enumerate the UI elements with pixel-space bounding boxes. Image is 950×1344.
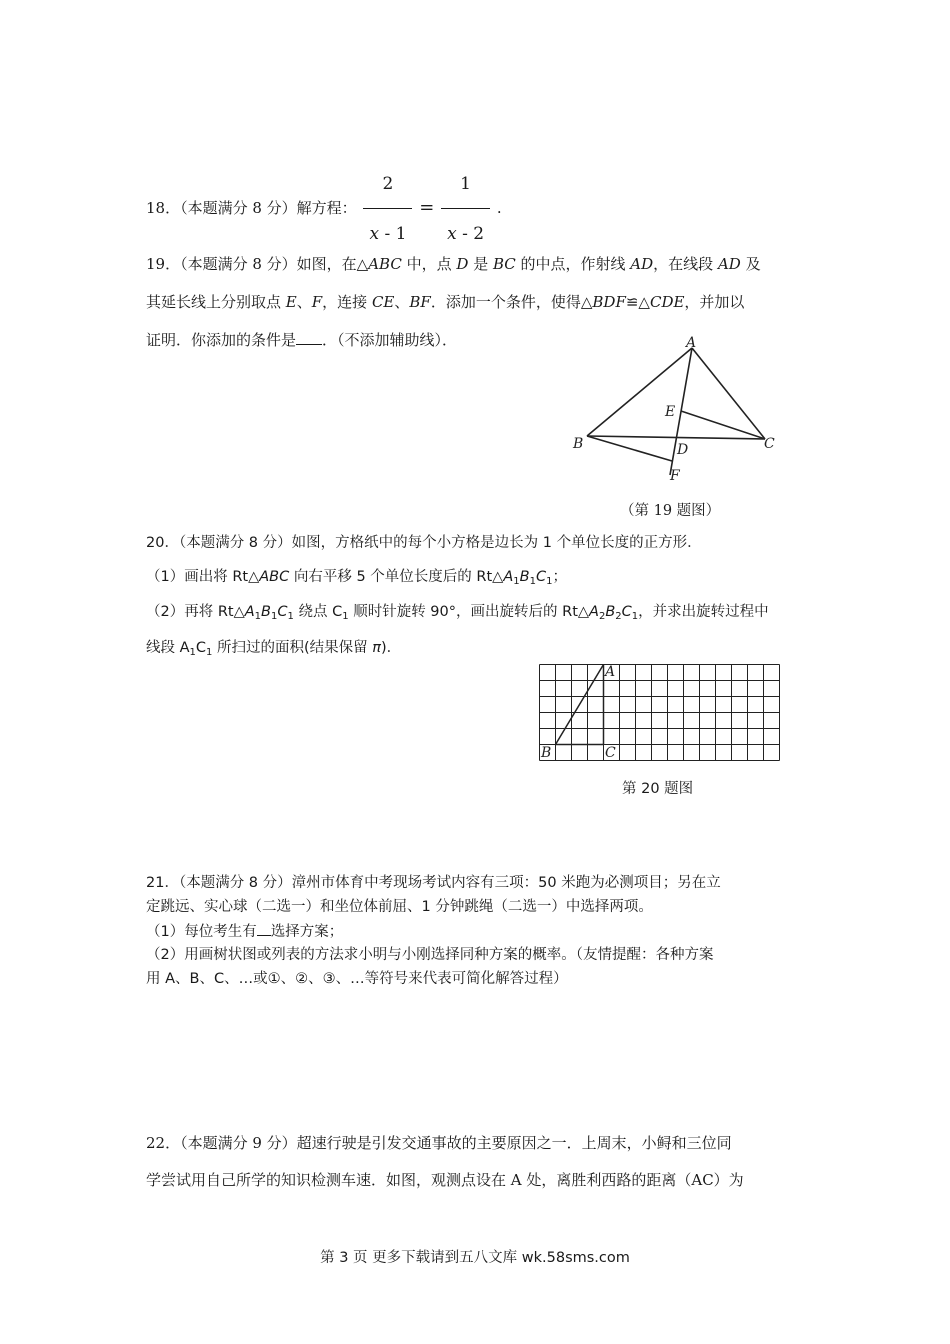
- q19-label-A: A: [686, 335, 697, 351]
- q19-label-C: C: [764, 436, 775, 452]
- q22-line-2: 学尝试用自己所学的知识检测车速．如图，观测点设在 A 处，离胜利西路的距离（AC）为: [146, 1171, 744, 1189]
- q20-line-1: 20．（本题满分 8 分）如图，方格纸中的每个小方格是边长为 1 个单位长度的正方形．: [146, 535, 702, 551]
- q20-label-A: A: [605, 664, 616, 680]
- answer-blank: [296, 330, 322, 345]
- q20-line-3: （2）再将 $Rt\triangle A_1B_1C_1$ 绕点 $C_1$ 顺时针旋转 90°，画出旋转后的 $Rt\triangle A_2B_2C_1$，并求出旋转过程中: [146, 604, 769, 622]
- q19-label-B: B: [573, 436, 584, 452]
- q19-label-E: E: [665, 404, 676, 420]
- q19-line-1: 19．（本题满分 8 分）如图，在△ABC 中，点 D 是 BC 的中点，作射线 AD，在线段 AD 及: [146, 255, 761, 273]
- q18-left-fraction: $\frac{2}{x - 1}$: [363, 162, 412, 256]
- q21-line-2: 定跳远、实心球（二选一）和坐位体前屈、1 分钟跳绳（二选一）中选择两项。: [146, 899, 653, 915]
- q20-caption: 第 20 题图: [622, 781, 694, 797]
- q18-right-fraction: $\frac{1}{x - 2}$: [441, 162, 490, 256]
- q20-grid-figure: [530, 658, 785, 768]
- q19-line-2: 其延长线上分别取点 E、F，连接 CE、BF．添加一个条件，使得△BDF≌△CDE，并加以: [146, 293, 745, 311]
- q19-caption: （第 19 题图）: [620, 503, 721, 519]
- q19-line-3: 证明．你添加的条件是 ．（不添加辅助线）．: [146, 331, 458, 349]
- q19-triangle-figure: [565, 335, 790, 495]
- q19-label-D: D: [677, 442, 689, 458]
- q19-label-F: F: [670, 468, 680, 484]
- answer-blank: [257, 921, 271, 936]
- q21-line-1: 21．（本题满分 8 分）漳州市体育中考现场考试内容有三项：50 米跑为必测项目；另在立: [146, 875, 721, 891]
- q20-label-C: C: [605, 745, 616, 761]
- q22-line-1: 22．（本题满分 9 分）超速行驶是引发交通事故的主要原因之一．上周末，小鲟和三位同: [146, 1134, 732, 1152]
- q20-label-B: B: [541, 745, 552, 761]
- q18-end: .: [496, 199, 502, 217]
- q21-line-3: （1）每位考生有 选择方案；: [146, 921, 343, 942]
- page-footer: 第 3 页 更多下载请到五八文库 wk.58sms.com: [320, 1250, 630, 1266]
- q18-equals: =: [419, 197, 435, 218]
- q21-line-4: （2）用画树状图或列表的方法求小明与小刚选择同种方案的概率。（友情提醒：各种方案: [146, 947, 714, 963]
- q21-line-5: 用 A、B、C、…或①、②、③、…等符号来代表可简化解答过程）: [146, 971, 568, 987]
- question-18: [146, 162, 502, 256]
- q18-label: 18．（本题满分 8 分）解方程：: [146, 199, 357, 217]
- q20-line-4: 线段 $A_1C_1$ 所扫过的面积(结果保留 π)．: [146, 640, 402, 658]
- q20-line-2: （1）画出将 Rt△ABC 向右平移 5 个单位长度后的 $Rt\triangle A_1B_1C_1$；: [146, 569, 567, 587]
